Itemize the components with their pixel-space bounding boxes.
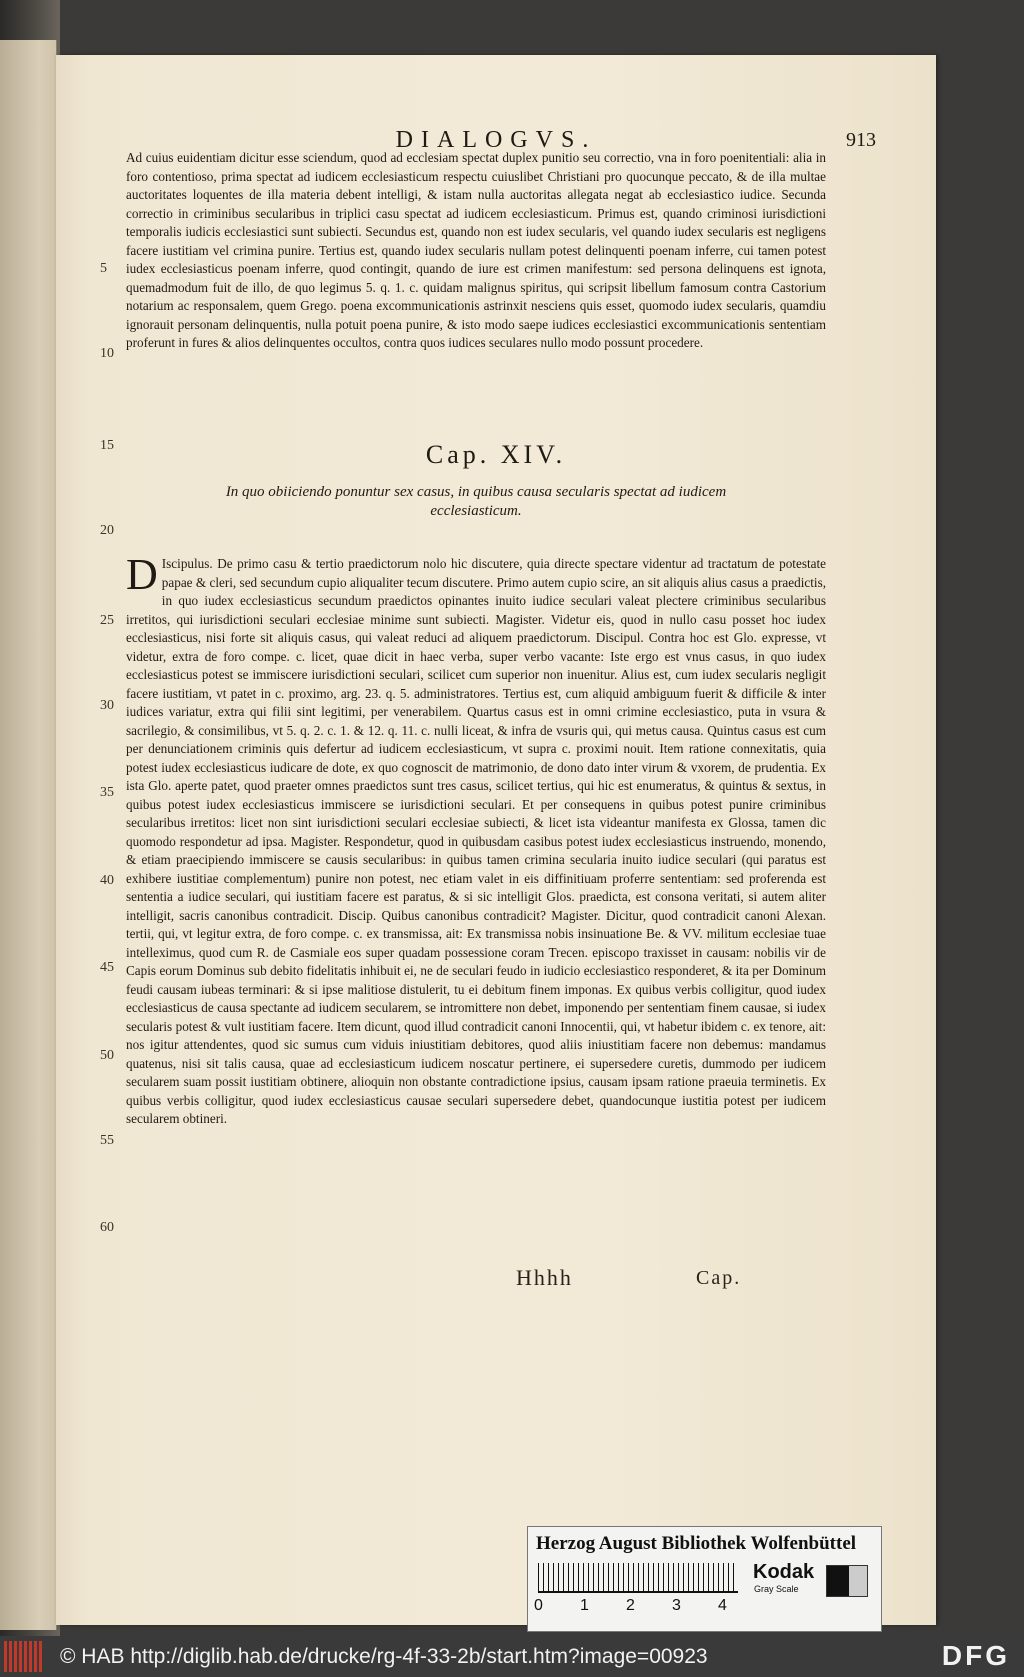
line-number: 50 xyxy=(100,1048,114,1063)
line-number: 25 xyxy=(100,613,114,628)
barcode-icon xyxy=(4,1641,44,1672)
ruler-scale xyxy=(538,1563,738,1593)
paragraph-dialogue-text: Iscipulus. De primo casu & tertio praedictorum nolo hic discutere, quia directe spectare videntur ad tractatum de potestate papae & cleri, sed secundum cupio aliqualiter tecum discutere. Primo autem cupio scire, an sit aliquis alius casus a praedictis, in quo iudex ecclesiasticus secundum praedictos opinantes inuito iudice seculari valeat plectere criminibus secularibus irretitos, qui iurisdictioni seculari ecclesiae minime sunt subiecti. Magister. Videtur eis, quod in nullo casu posset hoc iudex ecclesiasticus, nisi forte sit aliquis casus, qui valeat reduci ad aliquem praedictorum. Discipul. Contra hoc est Glo. expresse, vt videtur, extra de foro compe. c. licet, quae dicit in haec verba, super verbo vacante: Iste ergo est vnus casus, in quo iudex ecclesiasticus potest se immiscere iurisdictioni seculari, scilicet cum superior non inuenitur. Alius est, cum iudex secularis negligit facere iustitiam, vt patet in c. proximo, arg. 23. q. 5. administratores. Tertius est, cum aliquid ambiguum fuerit & difficile & inter iudices variatur, extra qui filii sint legitimi, per venerabilem. Quartus casus est in omni crimine ecclesiastico, puta in vsura & sacrilegio, & consimilibus, vt 5. q. 2. c. 1. & 12. q. 11. c. nulli liceat, & infra de vsuris qui, qui metus causa. Quintus casus est cum per denunciationem criminis quis defertur ad iudicem ecclesiasticum, vt supra c. proximi nouit. Item ratione connexitatis, quia potest iudex ecclesiasticus iudicare de dote, ex quo cognoscit de matrimonio, de dono dato inter virum & vxorem, de prudentia. Ex ista Glo. aperte patet, quod praeter omnes praedictos sunt tres casus, scilicet tertius, qui hic est enumeratus, & quintus & sextus, in quibus potest iudex ecclesiasticus immiscere se iurisdictioni seculari. Et per consequens in quibus potest punire criminibus secularibus irretitos: licet non sint iurisdictioni seculari ecclesiae subiecti, & licet ista videantur manifesta ex Glossa, tamen dic quomodo respondetur ad ipsa. Magister. Respondetur, quod in quibusdam casibus potest iudex ecclesiasticus instruendo, monendo, & etiam praecipiendo immiscere se causis secularibus: in quibus tamen crimina secularia inuito iudice seculari (qui paratus est exhibere iustitiae complementum) punire non potest, nec etiam valet in eis diffinitiuam proferre sententiam: sed proferenda est sententia a iudice seculari, qui iustitiam facere est paratus, & si sic intelligit Glos. praedicta, est consona veritati, si autem aliter intelligit, sacris canonibus contradicit. Discip. Quibus canonibus contradicit? Magister. Dicitur, quod contradicit canoni Alexan. tertii, qui, vt legitur extra, de foro compe. c. ex transmissa, ait: Ex transmissa nobis insinuatione Be. & VV. militum ecclesiae tuae intelleximus, quod cum R. de Casmiale eos super quadam possessione coram Trecen. episcopo traxisset in causam: nobilis vir de Capis eorum Dominus sub debito fidelitatis inhibuit ei, ne de seculari feudo in iudicio ecclesiastico responderet, & ita per Dominum feudi causam iubeas terminari: & si ipse malitiose distulerit, tu ei debitum finem imponas. Ex quibus verbis colligitur, quod iudex ecclesiasticus de causa spectante ad iudicem secularem, se intromittere non debet, imponendo per sententiam finem causae, si iudex secularis potest & vult iustitiam facere. Item dicunt, quod illud contradicit canoni Innocentii, qui, vt habetur ibidem c. ex tenore, ait: nos igitur attendentes, quod sic sumus cum viduis iniustitiam debitores, quod aliis iniustitiam facere non debemus: mandamus quatenus, nisi sit talis causa, quae ad ecclesiasticum iudicem noscatur pertinere, ei supersedere curetis, dummodo per iudicem secularem suam possit iustitiam obtinere, alioquin non obstante contradictione ipsius, causam ipsam ratione praeuia terminetis. Ex quibus verbis colligitur, quod iudex ecclesiasticus causae seculari supersedere debet, quandocunque iustitia potest per iudicem secularem obtineri. xyxy=(126,556,826,1126)
ruler-number: 1 xyxy=(580,1597,589,1614)
library-name: Herzog August Bibliothek Wolfenbüttel xyxy=(536,1533,857,1554)
line-number: 30 xyxy=(100,698,114,713)
line-number: 5 xyxy=(100,261,107,276)
line-number: 55 xyxy=(100,1133,114,1148)
chapter-summary: In quo obiiciendo ponuntur sex casus, in quibus causa secularis spectat ad iudicem ecclesiasticum. xyxy=(225,484,727,519)
footer-bar xyxy=(0,1636,1024,1677)
dropcap: D xyxy=(126,550,158,599)
paragraph-intro-text: Ad cuius euidentiam dicitur esse sciendum, quod ad ecclesiam spectat duplex punitio seu correctio, vna in foro poenitentiali: alia in foro contentioso, prima spectat ad iudicem ecclesiasticum respectu cuiuslibet Christiani pro quocunque peccato, & de illa multae auctoritates loquentes de illa materia debent intelligi, & istam nulla auctoritas allegata negat ab ecclesiastico iudice. Secunda correctio in criminibus secularibus in triplici casu spectat ad iudicem ecclesiasticum. Primus est, quando criminosi iurisdictioni temporalis iudicis ecclesiastici sunt subiecti. Secundus est, quando non est iudex secularis, vel quando iudex secularis est negligens facere iustitiam vel crimina punire. Tertius est, quando iudex secularis nullam potest delinquenti poenam inferre, cui tamen potest iudex ecclesiasticus poenam inferre, quod contingit, quando de iure est crimen manifestum: sed persona delinquens est ignota, quemadmodum fuit de illo, de quo legimus 5. q. 1. c. quidam malignus spiritus, qui scripsit libellum famosum contra Castorium notarium ac responsalem, quem Grego. poena excommunicationis astrinxit nesciens quis esset, quomodo iudex secularis, quamdiu ignorauit personam delinquentis, nulla potuit poena punire, & isto modo saepe iudices ecclesiastici excommunicationis sententiam proferunt in fures & alios delinquentes occultos, contra quos iudices seculares nullo modo possunt procedere. xyxy=(126,150,826,350)
signature-mark: Hhhh xyxy=(516,1265,573,1290)
ruler-number: 3 xyxy=(672,1597,681,1614)
previous-page-edge xyxy=(0,40,57,1630)
catchword: Cap. xyxy=(696,1267,742,1289)
footer-link[interactable]: © HAB http://diglib.hab.de/drucke/rg-4f-33-2b/start.htm?image=00923 xyxy=(60,1645,708,1668)
ruler-number: 2 xyxy=(626,1597,635,1614)
kodak-label: Kodak xyxy=(753,1561,815,1583)
running-head: DIALOGVS. xyxy=(395,127,597,153)
gray-patch xyxy=(826,1565,868,1597)
line-number: 45 xyxy=(100,960,114,975)
folio-number: 913 xyxy=(846,129,876,151)
line-number: 10 xyxy=(100,346,114,361)
line-number: 40 xyxy=(100,873,114,888)
color-calibration-card xyxy=(527,1526,882,1632)
ruler-number: 0 xyxy=(534,1597,543,1614)
line-number: 15 xyxy=(100,438,114,453)
chapter-heading: Cap. XIV. xyxy=(425,440,567,469)
line-number: 20 xyxy=(100,523,114,538)
ruler-number: 4 xyxy=(718,1597,727,1614)
paragraph-intro xyxy=(126,149,826,353)
dfg-logo: DFG xyxy=(941,1640,1010,1671)
book-page xyxy=(56,55,936,1625)
line-number: 60 xyxy=(100,1220,114,1235)
grayscale-label: Gray Scale xyxy=(754,1584,799,1594)
paragraph-dialogue xyxy=(126,550,826,1129)
line-number: 35 xyxy=(100,785,114,800)
